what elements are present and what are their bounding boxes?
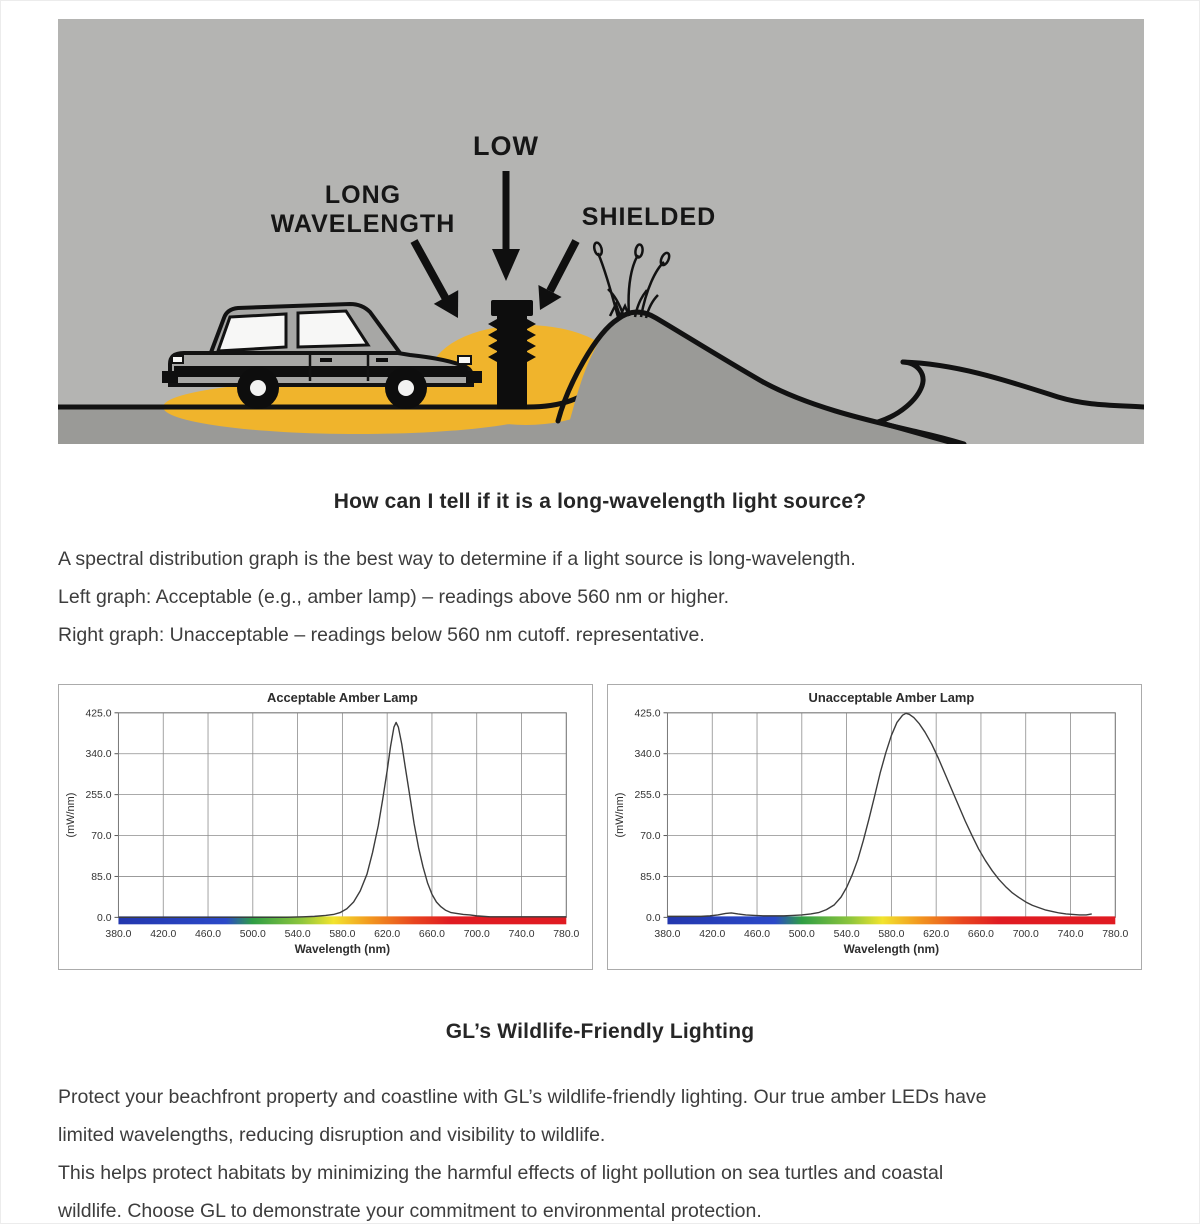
paragraph-line: limited wavelengths, reducing disruption and visibility to wildlife.: [58, 1124, 606, 1146]
y-tick-label: 70.0: [91, 831, 112, 843]
chart-acceptable-amber-lamp: [58, 684, 593, 970]
x-tick-label: 380.0: [105, 929, 132, 941]
car-side-stripe: [174, 366, 468, 377]
car-rear-bumper: [162, 371, 178, 383]
hero-illustration: [58, 19, 1144, 444]
x-tick-label: 660.0: [967, 929, 994, 941]
x-tick-label: 580.0: [329, 929, 356, 941]
x-tick-label: 580.0: [878, 929, 905, 941]
y-tick-label: 425.0: [634, 708, 661, 720]
x-tick-label: 500.0: [239, 929, 266, 941]
label-shielded: SHIELDED: [581, 203, 717, 231]
chart-unacceptable-amber-lamp: [607, 684, 1142, 970]
y-axis-label: (mW/nm): [613, 792, 626, 838]
y-tick-label: 85.0: [91, 871, 112, 883]
label-long: LONG: [324, 181, 402, 209]
x-tick-label: 540.0: [833, 929, 860, 941]
section1-heading: How can I tell if it is a long-wavelength light source?: [333, 490, 867, 513]
paragraph-line: Right graph: Unacceptable – readings below 560 nm cutoff. representative.: [58, 624, 705, 646]
chart-title: Unacceptable Amber Lamp: [808, 689, 975, 705]
x-tick-label: 500.0: [788, 929, 815, 941]
y-tick-label: 85.0: [640, 871, 661, 883]
x-tick-label: 460.0: [195, 929, 222, 941]
section2-paragraph: [58, 1078, 1142, 1224]
x-tick-label: 620.0: [923, 929, 950, 941]
paragraph-line: A spectral distribution graph is the best way to determine if a light source is long-wavelength.: [58, 548, 856, 570]
chart-unacceptable-svg: [608, 685, 1141, 969]
x-tick-label: 740.0: [1057, 929, 1084, 941]
x-tick-label: 660.0: [418, 929, 445, 941]
y-axis-label: (mW/nm): [64, 792, 77, 838]
x-tick-label: 740.0: [508, 929, 535, 941]
x-tick-label: 420.0: [150, 929, 177, 941]
y-tick-label: 255.0: [634, 790, 661, 802]
x-axis-label: Wavelength (nm): [294, 942, 391, 957]
x-tick-label: 380.0: [654, 929, 681, 941]
label-low: LOW: [473, 131, 539, 161]
x-tick-label: 700.0: [1012, 929, 1039, 941]
y-tick-label: 340.0: [634, 749, 661, 761]
x-tick-label: 420.0: [699, 929, 726, 941]
x-axis-label: Wavelength (nm): [843, 942, 940, 957]
y-tick-label: 70.0: [640, 831, 661, 843]
chart-acceptable-svg: [59, 685, 592, 969]
y-tick-label: 425.0: [85, 708, 112, 720]
y-tick-label: 0.0: [646, 912, 661, 924]
spectral-curve: [667, 713, 1091, 916]
car-rear-window: [218, 314, 286, 351]
car-taillight: [172, 356, 183, 363]
x-tick-label: 780.0: [553, 929, 580, 941]
chart-title: Acceptable Amber Lamp: [267, 689, 418, 705]
paragraph-line: Left graph: Acceptable (e.g., amber lamp) – readings above 560 nm or higher.: [58, 586, 729, 608]
y-tick-label: 340.0: [85, 749, 112, 761]
car-front-bumper: [466, 371, 482, 383]
section1-paragraph: [58, 540, 1142, 654]
x-tick-label: 620.0: [374, 929, 401, 941]
low-arrow: [503, 171, 510, 251]
y-tick-label: 0.0: [97, 912, 112, 924]
x-tick-label: 700.0: [463, 929, 490, 941]
spectrum-band: [667, 916, 1115, 924]
paragraph-line: Protect your beachfront property and coastline with GL’s wildlife-friendly lighting. Our true amber LEDs have: [58, 1086, 987, 1108]
paragraph-line: This helps protect habitats by minimizing the harmful effects of light pollution on sea turtles and coastal: [58, 1162, 944, 1184]
hero-svg: [58, 19, 1144, 444]
charts-row: [58, 684, 1142, 970]
section2-heading: GL’s Wildlife-Friendly Lighting: [445, 1020, 755, 1043]
car-headlight: [458, 356, 471, 364]
x-tick-label: 780.0: [1102, 929, 1129, 941]
label-wavelength: WAVELENGTH: [270, 210, 456, 238]
paragraph-line: wildlife. Choose GL to demonstrate your commitment to environmental protection.: [58, 1200, 762, 1222]
y-tick-label: 255.0: [85, 790, 112, 802]
x-tick-label: 540.0: [284, 929, 311, 941]
x-tick-label: 460.0: [744, 929, 771, 941]
